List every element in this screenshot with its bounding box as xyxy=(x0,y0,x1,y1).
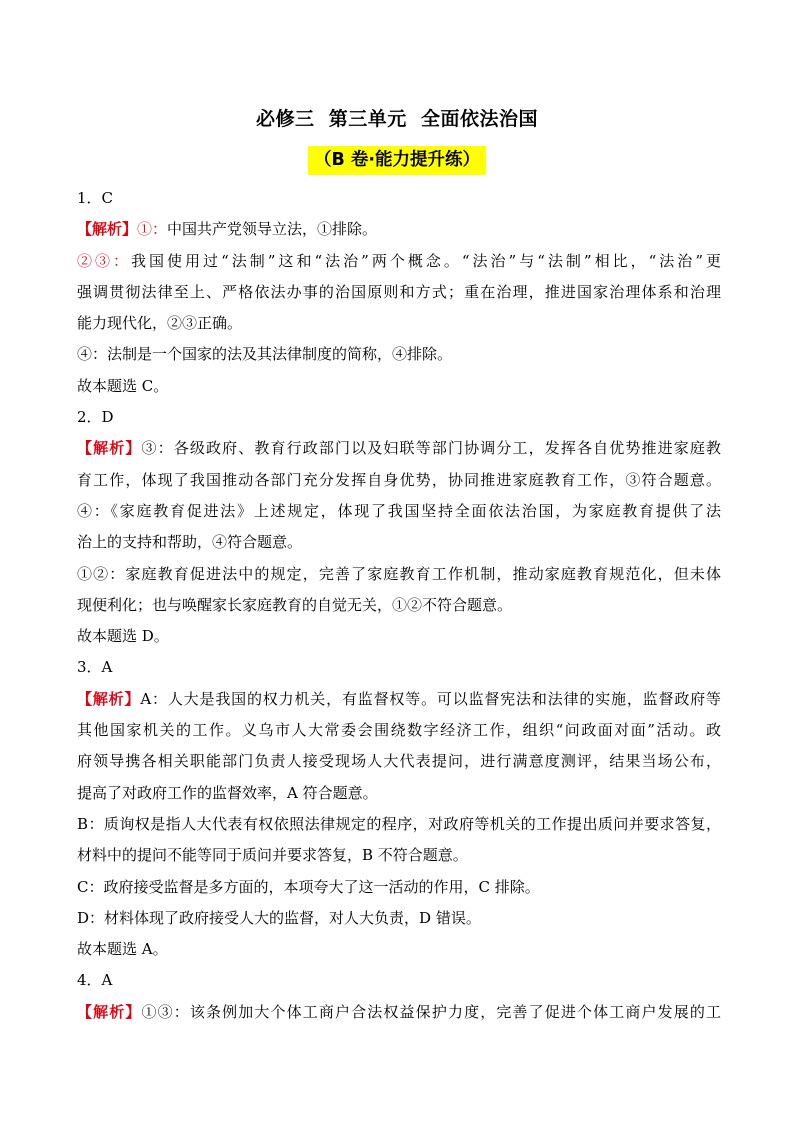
option-label: A： xyxy=(140,689,168,708)
text-line: ②③：我国使用过“法制”这和“法治”两个概念。“法治”与“法制”相比，“法治”更 xyxy=(77,251,721,270)
text-line: ①②：家庭教育促进法中的规定，完善了家庭教育工作机制，推动家庭教育规范化，但未体 xyxy=(77,564,721,583)
option-label: ①： xyxy=(137,220,168,239)
text-line: ④：《家庭教育促进法》上述规定，体现了我国坚持全面依法治国，为家庭教育提供了法 xyxy=(77,501,721,520)
question-number: 2．D xyxy=(77,408,114,427)
text-line: B：质询权是指人大代表有权依照法律规定的程序，对政府等机关的工作提出质问并要求答复， xyxy=(77,814,721,833)
analysis-line: 【解析】A：人大是我国的权力机关，有监督权等。可以监督宪法和法律的实施，监督政府等 xyxy=(77,689,721,708)
question-number: 1．C xyxy=(77,189,114,207)
answer-content xyxy=(77,183,721,1028)
text-line: 材料中的提问不能等同于质问并要求答复，B 不符合题意。 xyxy=(77,846,468,865)
text-line: 提高了对政府工作的监督效率，A 符合题意。 xyxy=(77,783,378,802)
page-subtitle-highlight: （B 卷·能力提升练） xyxy=(308,146,486,175)
option-label: C： xyxy=(77,877,104,896)
text-line: 治上的支持和帮助，④符合题意。 xyxy=(77,533,303,552)
option-label: ④： xyxy=(77,501,111,520)
analysis-label: 【解析】 xyxy=(77,1002,142,1021)
text-line: 现便利化；也与唤醒家长家庭教育的自觉无关，①②不符合题意。 xyxy=(77,595,513,614)
question-number: 4．A xyxy=(77,971,113,990)
option-label: D： xyxy=(77,908,105,927)
option-label: ①②： xyxy=(77,564,126,583)
conclusion-line: 故本题选 C。 xyxy=(77,376,169,395)
text-line: 能力现代化，②③正确。 xyxy=(77,314,243,333)
text-line: 府领导携各相关职能部门负责人接受现场人大代表提问，进行满意度测评，结果当场公布， xyxy=(77,752,721,771)
text-line: D：材料体现了政府接受人大的监督，对人大负责，D 错误。 xyxy=(77,908,481,927)
analysis-line: 【解析】①：中国共产党领导立法，①排除。 xyxy=(77,220,378,239)
option-label: ②③： xyxy=(77,251,132,270)
analysis-label: 【解析】 xyxy=(77,689,141,708)
subtitle-wrap xyxy=(0,146,794,175)
text-line: 其他国家机关的工作。义乌市人大常委会围绕数字经济工作，组织“问政面对面”活动。政 xyxy=(77,721,721,740)
conclusion-line: 故本题选 D。 xyxy=(77,627,169,646)
analysis-label: 【解析】 xyxy=(77,220,138,239)
analysis-label: 【解析】 xyxy=(77,439,142,458)
analysis-line: 【解析】③：各级政府、教育行政部门以及妇联等部门协调分工，发挥各自优势推进家庭教 xyxy=(77,439,721,458)
analysis-line: 【解析】①③：该条例加大个体工商户合法权益保护力度，完善了促进个体工商户发展的工 xyxy=(77,1002,721,1021)
text-line: 强调贯彻法律至上、严格依法办事的治国原则和方式；重在治理，推进国家治理体系和治理 xyxy=(77,282,721,301)
question-number: 3．A xyxy=(77,658,113,677)
option-label: B： xyxy=(77,814,104,833)
conclusion-line: 故本题选 A。 xyxy=(77,940,168,959)
option-label: ①③： xyxy=(141,1002,190,1021)
page-title: 必修三 第三单元 全面依法治国 xyxy=(256,108,538,130)
option-label: ④： xyxy=(77,345,108,364)
text-line: ④：法制是一个国家的法及其法律制度的简称，④排除。 xyxy=(77,345,453,364)
text-line: C：政府接受监督是多方面的，本项夸大了这一活动的作用，C 排除。 xyxy=(77,877,540,896)
option-label: ③： xyxy=(141,439,174,458)
text-line: 育工作，体现了我国推动各部门充分发挥自身优势，协同推进家庭教育工作，③符合题意。 xyxy=(77,470,721,489)
